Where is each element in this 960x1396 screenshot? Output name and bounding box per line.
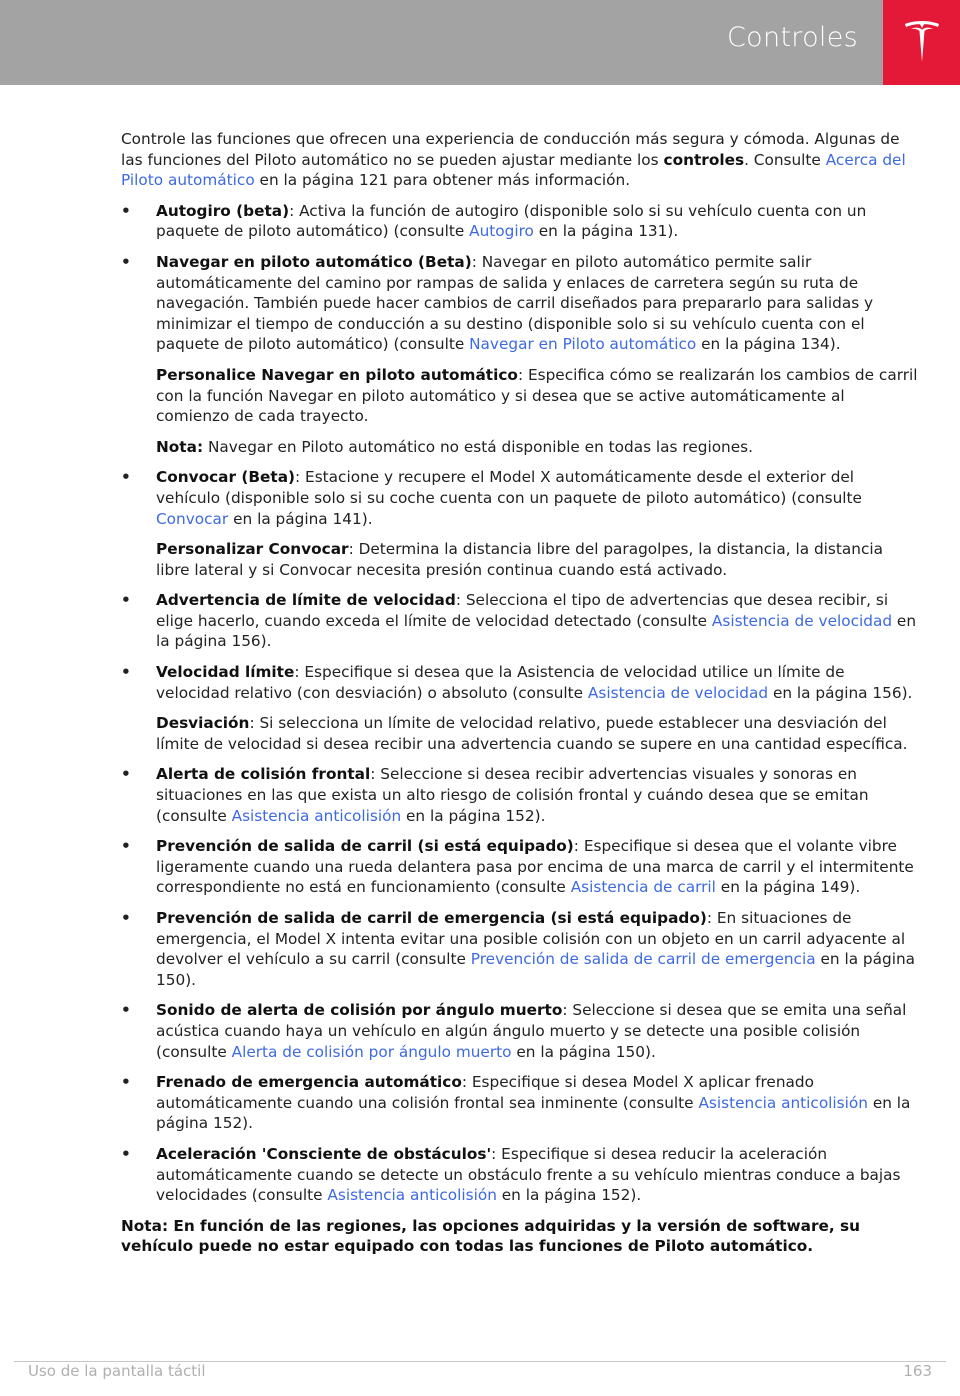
brand-badge bbox=[883, 0, 960, 85]
item-title: Autogiro (beta) bbox=[156, 201, 290, 220]
link-acerca-piloto[interactable]: Acerca del Piloto automático bbox=[121, 150, 906, 190]
sub-text: : Especifica cómo se realizarán los cambios de carril con la función Navegar en piloto automático y si desea que se active automáticamente al comienzo de cada trayecto. bbox=[156, 365, 918, 426]
item-link[interactable]: Convocar bbox=[156, 509, 229, 528]
list-item bbox=[121, 1144, 921, 1206]
item-text-end: en la página 149). bbox=[715, 878, 861, 897]
item-title: Alerta de colisión frontal bbox=[156, 765, 371, 784]
item-text-end: en la página 131). bbox=[533, 222, 679, 241]
sub-text: : Si selecciona un límite de velocidad relativo, puede establecer una desviación del límite de velocidad si desea recibir una advertencia cuando se supere en una cantidad específica. bbox=[156, 714, 908, 753]
note-paragraph bbox=[156, 437, 921, 458]
item-text-end: en la página 152). bbox=[496, 1186, 642, 1205]
main-content bbox=[121, 129, 921, 1257]
item-text: : Selecciona el tipo de advertencias que desea recibir, si elige hacerlo, cuando exceda el límite de velocidad detectado (consulte bbox=[156, 591, 889, 630]
item-text-end: en la página 156). bbox=[156, 611, 917, 651]
item-title: Aceleración 'Consciente de obstáculos' bbox=[156, 1144, 492, 1163]
item-link[interactable]: Asistencia anticolisión bbox=[327, 1186, 497, 1205]
final-note: Nota: En función de las regiones, las opciones adquiridas y la versión de software, su vehículo puede no estar equipado con todas las funciones de Piloto automático. bbox=[121, 1216, 861, 1256]
item-title: Sonido de alerta de colisión por ángulo muerto bbox=[156, 1001, 563, 1020]
list-item bbox=[121, 662, 921, 754]
intro-text-2: . Consulte bbox=[744, 150, 826, 169]
sub-title: Personalice Navegar en piloto automático bbox=[156, 365, 518, 384]
intro-text: Controle las funciones que ofrecen una experiencia de conducción más segura y cómoda. Algunas de las funciones del Piloto automático no se pueden ajustar mediante los bbox=[121, 130, 900, 169]
sub-title: Desviación bbox=[156, 714, 250, 733]
item-link[interactable]: Asistencia de carril bbox=[570, 878, 716, 897]
item-text: : Especifique si desea que el volante vibre ligeramente cuando una rueda delantera pasa por encima de una marca de carril y el intermitente correspondiente no está en funcionamiento (consulte bbox=[156, 837, 914, 897]
item-title: Convocar (Beta) bbox=[156, 468, 296, 487]
item-link[interactable]: Asistencia anticolisión bbox=[231, 806, 402, 825]
footer-section-label: Uso de la pantalla táctil bbox=[28, 1362, 206, 1380]
item-link[interactable]: Autogiro bbox=[469, 222, 534, 241]
tesla-logo-icon bbox=[902, 17, 942, 67]
item-text-end: en la página 134). bbox=[696, 335, 841, 354]
item-text-end: en la página 152). bbox=[156, 1093, 911, 1133]
item-link[interactable]: Asistencia de velocidad bbox=[711, 611, 893, 630]
list-item bbox=[121, 590, 921, 652]
item-text: : Seleccione si desea recibir advertencias visuales y sonoras en situaciones en las que exista un alto riesgo de colisión frontal y cuándo desea que se emitan (consulte bbox=[156, 765, 869, 825]
sub-paragraph bbox=[156, 713, 921, 754]
sub-title: Personalizar Convocar bbox=[156, 540, 349, 559]
page-title: Controles bbox=[727, 22, 858, 53]
item-text: : Navegar en piloto automático permite salir automáticamente del camino por rampas de salida y enlaces de carretera según su ruta de navegación. También puede hacer cambios de carril diseñados para prepararlo para salidas y minimizar el tiempo de conducción a su destino (disponible solo si su vehículo cuenta con el paquete de piloto automático) (consulte bbox=[156, 252, 874, 354]
item-text: : Seleccione si desea que se emita una señal acústica cuando haya un vehículo en algún ángulo muerto y se detecte una posible colisión (consulte bbox=[156, 1001, 907, 1061]
sub-paragraph bbox=[156, 365, 921, 427]
intro-paragraph bbox=[121, 129, 921, 191]
list-item bbox=[121, 908, 921, 990]
list-item bbox=[121, 1072, 921, 1134]
note-label: Nota: bbox=[156, 437, 204, 456]
item-text-end: en la página 150). bbox=[511, 1042, 656, 1061]
note-text: Navegar en Piloto automático no está disponible en todas las regiones. bbox=[203, 437, 753, 456]
item-text: : Activa la función de autogiro (disponible solo si su vehículo cuenta con un paquete de piloto automático) (consulte bbox=[156, 201, 867, 241]
item-text-end: en la página 150). bbox=[156, 950, 916, 989]
item-text-end: en la página 141). bbox=[228, 509, 373, 528]
sub-paragraph bbox=[156, 539, 921, 580]
item-link[interactable]: Asistencia anticolisión bbox=[698, 1093, 868, 1112]
item-text: : Especifique si desea que la Asistencia de velocidad utilice un límite de velocidad relativo (con desviación) o absoluto (consulte bbox=[156, 663, 845, 702]
item-link[interactable]: Asistencia de velocidad bbox=[587, 683, 769, 702]
item-text-end: en la página 152). bbox=[401, 806, 546, 825]
item-link[interactable]: Alerta de colisión por ángulo muerto bbox=[231, 1042, 512, 1061]
item-title: Frenado de emergencia automático bbox=[156, 1073, 462, 1092]
item-link[interactable]: Navegar en Piloto automático bbox=[469, 335, 697, 354]
item-title: Navegar en piloto automático (Beta) bbox=[156, 252, 472, 271]
list-item bbox=[121, 764, 921, 826]
list-item bbox=[121, 252, 921, 457]
item-title: Velocidad límite bbox=[156, 663, 295, 682]
intro-bold: controles bbox=[663, 150, 745, 169]
list-item bbox=[121, 1000, 921, 1062]
item-text-end: en la página 156). bbox=[768, 683, 913, 702]
list-item bbox=[121, 201, 921, 242]
item-text: : Especifique si desea reducir la aceleración automáticamente cuando se detecte un obstáculo frente a su vehículo mientras conduce a bajas velocidades (consulte bbox=[156, 1144, 901, 1205]
item-title: Prevención de salida de carril de emergencia (si está equipado) bbox=[156, 909, 707, 927]
item-text: : Estacione y recupere el Model X automáticamente desde el exterior del vehículo (disponible solo si su coche cuenta con un paquete de piloto automático) (consulte bbox=[156, 468, 862, 507]
item-text: : Especifique si desea Model X aplicar frenado automáticamente cuando una colisión frontal sea inminente (consulte bbox=[156, 1073, 814, 1112]
list-item bbox=[121, 836, 921, 898]
feature-list bbox=[121, 201, 921, 1206]
item-title: Advertencia de límite de velocidad bbox=[156, 591, 456, 610]
item-title: Prevención de salida de carril (si está equipado) bbox=[156, 837, 574, 856]
item-text: : En situaciones de emergencia, el Model X intenta evitar una posible colisión con un objeto en un carril adyacente al devolver el vehículo a su carril (consulte bbox=[156, 909, 906, 969]
intro-text-3: en la página 121 para obtener más información. bbox=[254, 171, 631, 190]
sub-text: : Determina la distancia libre del paragolpes, la distancia, la distancia libre lateral y si Convocar necesita presión continua cuando está activado. bbox=[156, 540, 883, 579]
list-item bbox=[121, 467, 921, 580]
item-link[interactable]: Prevención de salida de carril de emergencia bbox=[470, 950, 816, 969]
footer-page-number: 163 bbox=[903, 1362, 932, 1380]
